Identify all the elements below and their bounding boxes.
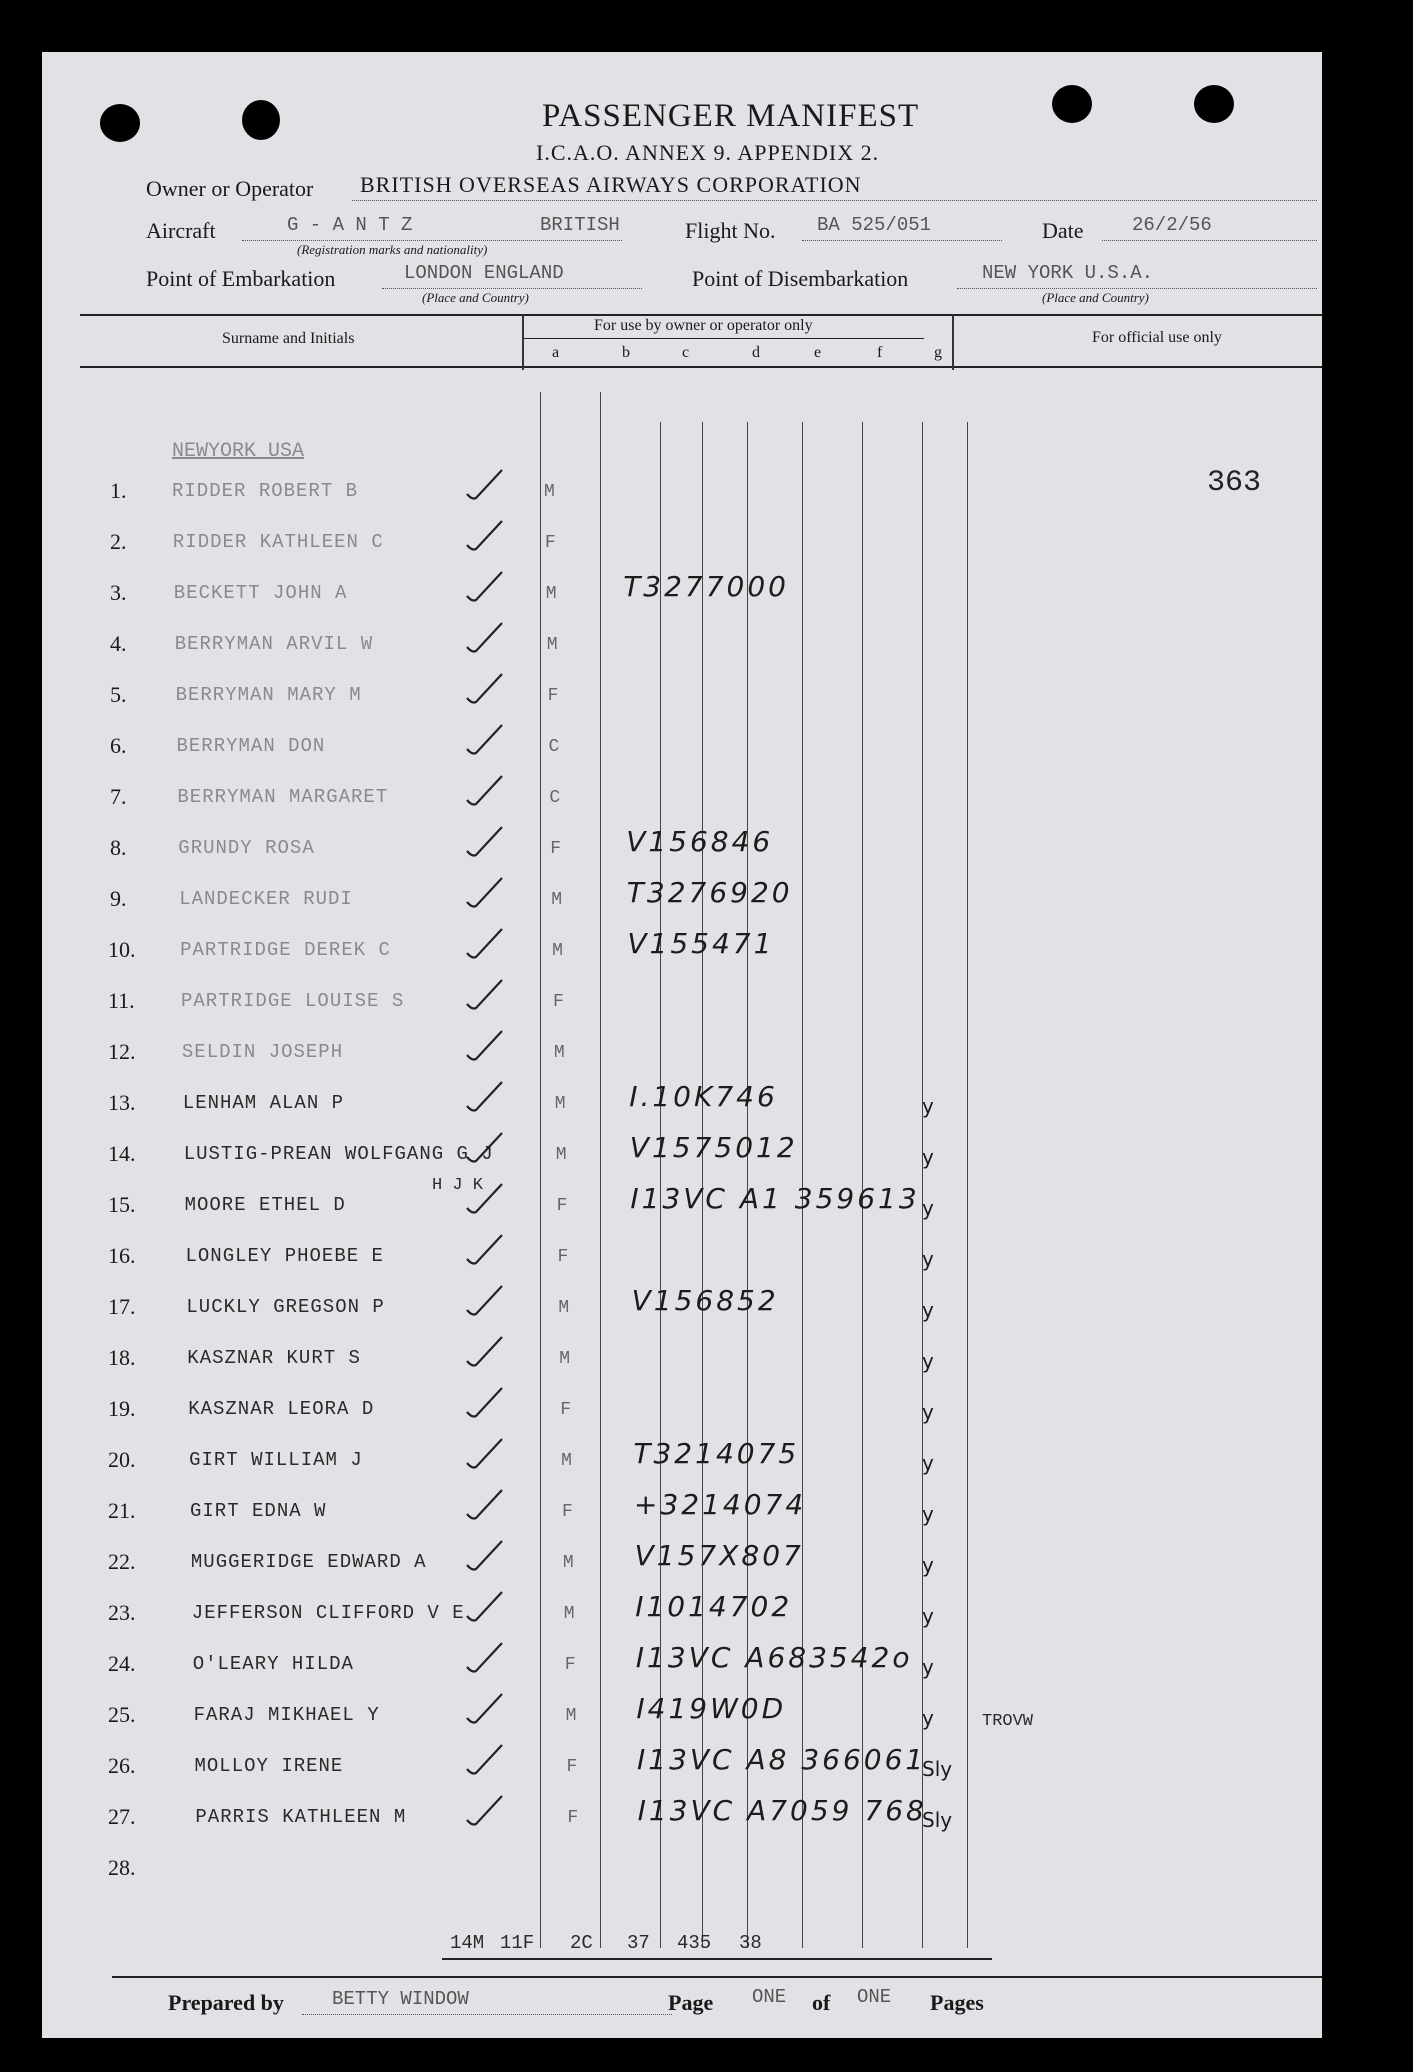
- passenger-name: GIRT EDNA W: [190, 1500, 327, 1522]
- row-number: 28.: [108, 1855, 136, 1880]
- passenger-name: BERRYMAN MARGARET: [177, 786, 389, 808]
- check-mark-icon: [462, 670, 582, 710]
- passenger-name: LANDECKER RUDI: [179, 888, 353, 910]
- passenger-name: SELDIN JOSEPH: [181, 1041, 344, 1063]
- passenger-name: GRUNDY ROSA: [178, 837, 315, 859]
- row-number: 27.: [108, 1804, 136, 1829]
- row-number: 6.: [110, 733, 127, 758]
- aircraft-label: Aircraft: [146, 218, 216, 243]
- passenger-name: KASZNAR LEORA D: [188, 1398, 375, 1420]
- passenger-name: LUSTIG-PREAN WOLFGANG G J: [183, 1143, 494, 1165]
- passport-number: I419W0D: [636, 1692, 787, 1725]
- check-mark-icon: [462, 619, 582, 659]
- sex-code: M: [561, 1451, 572, 1471]
- column-g-mark: y: [922, 1349, 934, 1373]
- owner-use-rule: [524, 338, 924, 339]
- check-mark-icon: [462, 772, 582, 812]
- passenger-name: O'LEARY HILDA: [192, 1653, 354, 1675]
- disembarkation-value: NEW YORK U.S.A.: [982, 262, 1154, 284]
- disembarkation-label: Point of Disembarkation: [692, 266, 909, 291]
- flight-label: Flight No.: [685, 218, 776, 243]
- pages-label: Pages: [930, 1990, 984, 2015]
- passport-number: T3214075: [633, 1437, 800, 1470]
- surname-column-header: Surname and Initials: [222, 330, 355, 347]
- totals-underline: [442, 1958, 992, 1960]
- check-mark-icon: [462, 925, 582, 965]
- passenger-name: BECKETT JOHN A: [173, 582, 348, 604]
- column-g-mark: y: [922, 1247, 934, 1271]
- passport-number: V156846: [626, 825, 774, 858]
- check-mark-icon: [462, 1078, 582, 1118]
- row-number: 11.: [108, 988, 135, 1013]
- passport-number: I.10K746: [629, 1080, 778, 1113]
- aircraft-underline: [242, 240, 622, 241]
- official-note: TROVW: [982, 1712, 1034, 1731]
- check-mark-icon: [462, 1282, 582, 1322]
- row-number: 22.: [108, 1549, 136, 1574]
- row-number: 1.: [110, 478, 127, 503]
- punch-hole-icon: [242, 100, 280, 140]
- passport-number: I13VC A8 366061: [637, 1743, 927, 1776]
- check-mark-icon: [462, 1231, 582, 1271]
- check-mark-icon: [462, 823, 582, 863]
- check-mark-icon: [462, 1588, 582, 1628]
- prepared-by-value: BETTY WINDOW: [332, 1988, 469, 2010]
- column-g-mark: y: [922, 1145, 934, 1169]
- sex-code: M: [558, 1298, 570, 1318]
- owner-label: Owner or Operator: [146, 176, 314, 201]
- column-letter-e: e: [814, 344, 822, 361]
- manifest-sheet: [42, 52, 1322, 2038]
- row-number: 24.: [108, 1651, 136, 1676]
- passport-number: V155471: [627, 927, 775, 960]
- passenger-name: KASZNAR KURT S: [187, 1347, 361, 1369]
- embarkation-note: (Place and Country): [422, 290, 529, 305]
- sex-code: F: [556, 1196, 568, 1216]
- total-value: 37: [627, 1932, 650, 1954]
- row-number: 17.: [108, 1294, 136, 1319]
- total-value: 2C: [570, 1932, 593, 1954]
- disembarkation-note: (Place and Country): [1042, 290, 1149, 305]
- sex-code: M: [559, 1349, 571, 1369]
- sex-code: M: [563, 1604, 575, 1624]
- check-mark-icon: [462, 1486, 582, 1526]
- passport-number: V156852: [631, 1284, 779, 1317]
- passenger-name: FARAJ MIKHAEL Y: [193, 1704, 380, 1726]
- nationality-value: BRITISH: [540, 214, 620, 236]
- punch-hole-icon: [100, 104, 140, 142]
- column-g-mark: y: [922, 1196, 934, 1220]
- passenger-name: BERRYMAN MARY M: [175, 684, 362, 706]
- column-letter-f: f: [877, 344, 883, 361]
- column-g-mark: y: [922, 1400, 934, 1424]
- column-letter-d: d: [752, 344, 760, 361]
- passenger-name: JEFFERSON CLIFFORD V E: [191, 1602, 465, 1624]
- punch-hole-icon: [1052, 85, 1092, 123]
- passenger-name: LUCKLY GREGSON P: [186, 1296, 385, 1318]
- date-label: Date: [1042, 218, 1084, 243]
- page-value: ONE: [752, 1986, 787, 2008]
- passenger-name: RIDDER ROBERT B: [172, 480, 359, 502]
- owner-use-header: For use by owner or operator only: [594, 317, 813, 334]
- sex-code: C: [548, 737, 560, 757]
- row-number: 14.: [108, 1141, 136, 1166]
- sex-code: C: [549, 788, 561, 808]
- column-letter-b: b: [622, 344, 630, 361]
- passenger-name: MUGGERIDGE EDWARD A: [190, 1551, 427, 1573]
- official-divider: [952, 314, 954, 370]
- check-mark-icon: [462, 1741, 582, 1781]
- destination-heading: NEWYORK USA: [172, 440, 305, 463]
- passport-number: +3214074: [634, 1488, 807, 1521]
- column-g-mark: y: [922, 1451, 934, 1475]
- row-number: 21.: [108, 1498, 136, 1523]
- check-mark-icon: [462, 1435, 582, 1475]
- passenger-name: LENHAM ALAN P: [182, 1092, 345, 1114]
- sex-code: M: [565, 1706, 577, 1726]
- sex-code: M: [544, 482, 555, 502]
- check-mark-icon: [462, 1129, 582, 1169]
- check-mark-icon: [462, 568, 582, 608]
- sex-code: F: [566, 1757, 578, 1777]
- row-number: 26.: [108, 1753, 136, 1778]
- owner-underline: [352, 200, 1317, 201]
- passenger-name: BERRYMAN ARVIL W: [174, 633, 374, 655]
- sex-code: M: [555, 1145, 567, 1165]
- row-number: 16.: [108, 1243, 136, 1268]
- passport-number: V1575012: [629, 1131, 798, 1164]
- row-number: 7.: [110, 784, 127, 809]
- passenger-name: LONGLEY PHOEBE E: [185, 1245, 384, 1267]
- aircraft-value: G - A N T Z: [287, 214, 413, 236]
- sex-code: F: [557, 1247, 569, 1267]
- row-number: 25.: [108, 1702, 136, 1727]
- row-number: 3.: [110, 580, 127, 605]
- sex-code: M: [551, 890, 562, 910]
- passport-number: I13VC A7059 768: [637, 1794, 927, 1827]
- check-mark-icon: [462, 466, 582, 506]
- check-mark-icon: [462, 874, 582, 914]
- column-g-mark: y: [922, 1094, 934, 1118]
- sex-code: F: [562, 1502, 573, 1522]
- aircraft-note: (Registration marks and nationality): [297, 242, 488, 257]
- passport-number: I13VC A683542o: [635, 1641, 913, 1674]
- total-value: 435: [677, 1932, 712, 1954]
- passenger-name: PARTRIDGE DEREK C: [180, 939, 391, 961]
- table-header-rule: [80, 366, 1322, 368]
- row-number: 13.: [108, 1090, 136, 1115]
- of-value: ONE: [857, 1986, 892, 2008]
- prepared-by-underline: [302, 2014, 672, 2015]
- embarkation-underline: [382, 288, 642, 289]
- disembarkation-underline: [957, 288, 1317, 289]
- column-g-mark: y: [922, 1706, 934, 1730]
- sex-code: M: [552, 941, 563, 961]
- column-g-mark: y: [922, 1604, 934, 1628]
- row-number: 20.: [108, 1447, 136, 1472]
- passenger-name: MOORE ETHEL D: [184, 1194, 346, 1216]
- check-mark-icon: [462, 1537, 582, 1577]
- prepared-by-label: Prepared by: [168, 1990, 284, 2015]
- page-title: PASSENGER MANIFEST: [542, 98, 920, 134]
- total-value: 11F: [500, 1932, 535, 1954]
- row-number: 12.: [108, 1039, 136, 1064]
- row-number: 18.: [108, 1345, 136, 1370]
- passport-number: I1014702: [635, 1590, 793, 1623]
- embarkation-value: LONDON ENGLAND: [404, 262, 564, 284]
- row-number: 15.: [108, 1192, 136, 1217]
- sex-code: F: [567, 1808, 579, 1828]
- check-mark-icon: [462, 517, 582, 557]
- column-g-mark: Sly: [922, 1808, 953, 1832]
- row-number: 4.: [110, 631, 127, 656]
- extra-initials: H J K: [432, 1176, 484, 1195]
- check-mark-icon: [462, 976, 582, 1016]
- sex-code: F: [544, 533, 556, 553]
- embarkation-label: Point of Embarkation: [146, 266, 336, 291]
- check-mark-icon: [462, 1384, 582, 1424]
- row-number: 10.: [108, 937, 136, 962]
- sex-code: F: [547, 686, 559, 706]
- punch-hole-icon: [1194, 85, 1234, 123]
- row-number: 2.: [110, 529, 127, 554]
- row-number: 5.: [110, 682, 127, 707]
- date-underline: [1102, 240, 1317, 241]
- column-rule: [967, 422, 968, 1948]
- row-number: 8.: [110, 835, 127, 860]
- official-use-header: For official use only: [1092, 329, 1222, 346]
- footer-rule: [112, 1976, 1322, 1978]
- row-number: 19.: [108, 1396, 136, 1421]
- passport-number: T3277000: [623, 570, 789, 603]
- page-label: Page: [668, 1990, 714, 2015]
- column-g-mark: y: [922, 1502, 934, 1526]
- owner-value: BRITISH OVERSEAS AIRWAYS CORPORATION: [360, 172, 862, 197]
- sex-code: M: [546, 635, 558, 655]
- check-mark-icon: [462, 1792, 582, 1832]
- table-top-rule: [80, 314, 1322, 316]
- column-rule: [600, 392, 601, 1948]
- passenger-name: BERRYMAN DON: [176, 735, 326, 757]
- sex-code: M: [554, 1094, 566, 1114]
- sex-code: F: [560, 1400, 571, 1420]
- passenger-name: GIRT WILLIAM J: [189, 1449, 363, 1471]
- total-value: 38: [739, 1932, 762, 1954]
- of-label: of: [812, 1990, 831, 2015]
- column-g-mark: y: [922, 1655, 934, 1679]
- surname-divider: [522, 314, 524, 370]
- sex-code: M: [562, 1553, 574, 1573]
- date-value: 26/2/56: [1132, 214, 1212, 236]
- passport-number: I13VC A1 359613: [630, 1182, 920, 1215]
- column-g-mark: y: [922, 1298, 934, 1322]
- column-g-mark: y: [922, 1553, 934, 1577]
- sex-code: F: [550, 839, 562, 859]
- row-number: 9.: [110, 886, 127, 911]
- passenger-name: MOLLOY IRENE: [194, 1755, 344, 1777]
- column-letter-a: a: [552, 344, 560, 361]
- passenger-name: PARTRIDGE LOUISE S: [181, 990, 405, 1012]
- passenger-name: RIDDER KATHLEEN C: [172, 531, 384, 553]
- passport-number: T3276920: [626, 876, 793, 909]
- check-mark-icon: [462, 1639, 582, 1679]
- page-subtitle: I.C.A.O. ANNEX 9. APPENDIX 2.: [536, 140, 880, 165]
- check-mark-icon: [462, 721, 582, 761]
- official-number: 363: [1207, 466, 1262, 500]
- column-letter-c: c: [682, 344, 690, 361]
- flight-underline: [802, 240, 1002, 241]
- flight-value: BA 525/051: [817, 214, 932, 236]
- sex-code: M: [545, 584, 557, 604]
- passenger-name: PARRIS KATHLEEN M: [195, 1806, 407, 1828]
- sex-code: F: [564, 1655, 576, 1675]
- total-value: 14M: [450, 1932, 485, 1954]
- passport-number: V157X807: [634, 1539, 804, 1572]
- column-g-mark: Sly: [922, 1757, 953, 1781]
- column-letter-g: g: [934, 344, 942, 361]
- check-mark-icon: [462, 1027, 582, 1067]
- sex-code: F: [553, 992, 564, 1012]
- check-mark-icon: [462, 1333, 582, 1373]
- row-number: 23.: [108, 1600, 136, 1625]
- check-mark-icon: [462, 1690, 582, 1730]
- sex-code: M: [553, 1043, 565, 1063]
